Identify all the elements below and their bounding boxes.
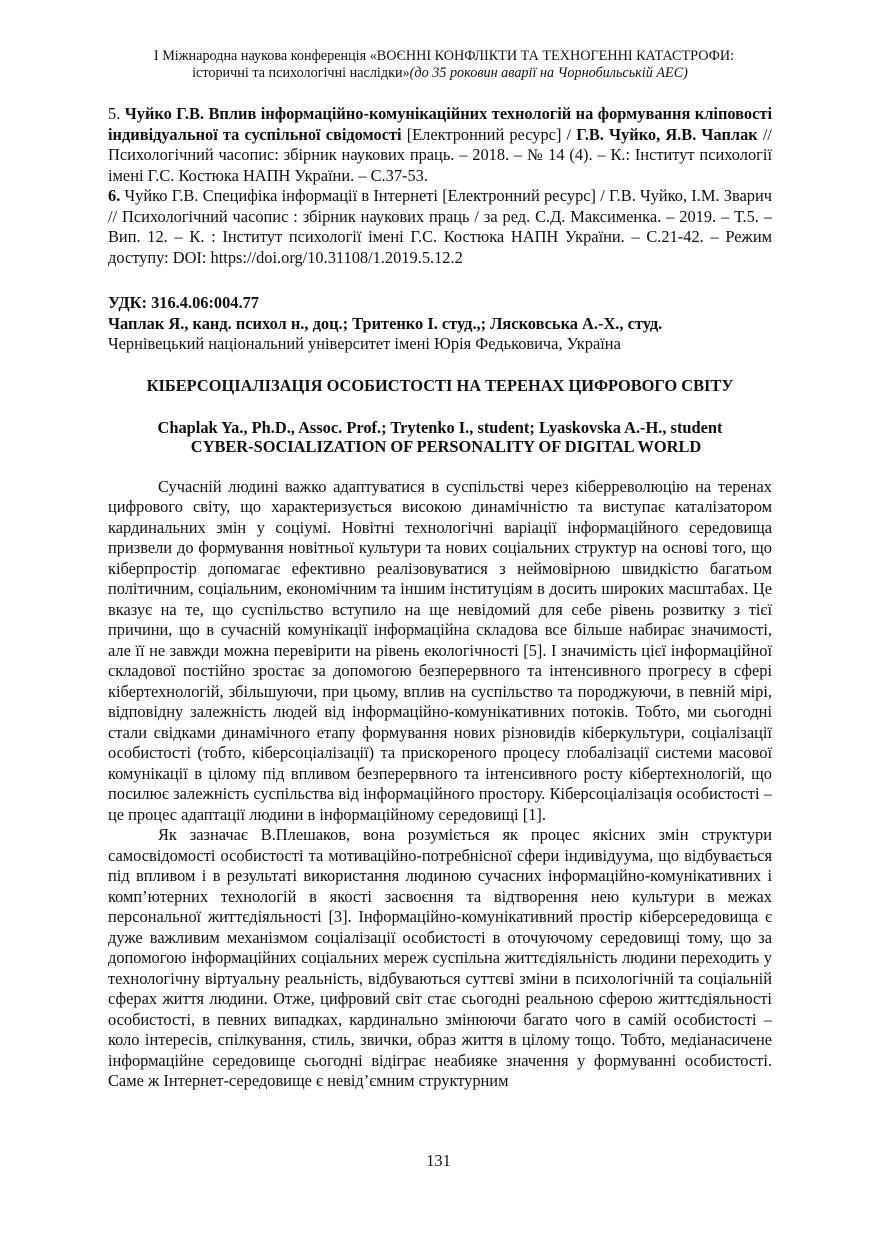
affiliation: Чернівецький національний університет імені Юрія Федьковича, Україна xyxy=(108,334,621,353)
article-title-ua: КІБЕРСОЦІАЛІЗАЦІЯ ОСОБИСТОСТІ НА ТЕРЕНАХ ЦИФРОВОГО СВІТУ xyxy=(146,375,734,395)
references-list xyxy=(108,104,772,268)
page-number: 131 xyxy=(426,1151,451,1170)
header-line-2-plain: історичні та психологічні наслідки» xyxy=(192,65,410,81)
article-title-en: CYBER-SOCIALIZATION OF PERSONALITY OF DIGITAL WORLD xyxy=(190,437,702,456)
reference-item xyxy=(108,104,772,186)
reference-item xyxy=(108,186,772,268)
article-body xyxy=(108,477,772,1092)
udk-code: УДК: 316.4.06:004.77 xyxy=(108,293,259,312)
conference-header xyxy=(108,48,772,82)
reference-number: 5. xyxy=(108,104,121,123)
reference-authors: Г.В. Чуйко, Я.В. Чаплак xyxy=(576,124,758,144)
reference-number: 6. xyxy=(108,186,121,205)
header-line-1: І Міжнародна наукова конференція «ВОЄННІ КОНФЛІКТИ ТА ТЕХНОГЕННІ КАТАСТРОФИ: xyxy=(153,48,735,64)
reference-details: // Психологічний часопис: збірник наукових праць. – 2018. – № 14 (4). – К.: Інститут психології імені Г.С. Костюка НАПН України. – С.37-53. xyxy=(108,124,772,185)
article-meta xyxy=(108,293,772,355)
header-line-2-italic: (до 35 роковин аварії на Чорнобильській АЕС) xyxy=(409,65,688,81)
body-paragraph: Як зазначає В.Плешаков, вона розуміється як процес якісних змін структури самосвідомості особистості та мотиваційно-потребнісної сфери індивідуума, що відбувається під впливом і в результаті використання людиною сучасних інформаційно-комунікативних і комп’ютерних технологій в якості засвоєння та відтворення нею культури в межах персональної життєдіяльності [3]. Інформаційно-комунікативний простір кіберсередовища є дуже важливим механізмом соціалізації особистості в оточуючому середовищі тому, що за допомогою інформаційних соціальних мереж суспільна життєдіяльність людини переходить у технологічну віртуальну реальність, відбуваються суттєві зміни в психологічній та соціальній сферах життя людини. Отже, цифровий світ стає сьогодні реальною сферою життєдіяльності особистості, в певних випадках, кардинально змінюючи багато чого в самій особистості – коло інтересів, спілкування, стиль, звички, образ життя в цілому тощо. Тобто, медіанасичене інформаційне середовище сьогодні відіграє неабияке значення у формуванні особистості. Саме ж Інтернет-середовище є невід’ємним структурним xyxy=(108,825,772,1090)
reference-resource: [Електронний ресурс] / xyxy=(401,124,577,144)
body-paragraph: Сучасній людині важко адаптуватися в суспільстві через кіберреволюцію на теренах цифрового світу, що характеризується високою динамічністю та виступає каталізатором кардинальних змін у соціумі. Новітні технологічні варіації інформаційного середовища призвели до формування новітньої культури та нових соціальних структур на основі того, що кіберпростір допомагає ефективно реалізовуватися з неймовірною швидкістю багатьом політичним, соціальним, економічним та іншим інституціям в досить широких масштабах. Це вказує на те, що суспільство вступило на ще невідомий для себе рівень розвитку з тієї причини, що в сучасній комунікації інформаційна складова все більше набирає значимості, але її не завжди можна перевірити на рівень екологічності [5]. І значимість цієї інформаційної складової постійно зростає за допомогою безперервного та інтенсивного прогресу в сфері кібертехнологій, збільшуючи, при цьому, вплив на суспільство та породжуючи, в певній мірі, відповідну залежність людей від інформаційно-комунікативних потоків. Тобто, ми сьогодні стали свідками динамічного етапу формування нових різновидів кіберкультури, соціалізації особистості (тобто, кіберсоціалізації) та прискореного процесу глобалізації системи масової комунікації в цілому під впливом безперервного та інтенсивного росту кібертехнологій, що посилює залежність суспільства від інформаційного простору. Кіберсоціалізація особистості – це процес адаптації людини в інформаційному середовищі [1]. xyxy=(108,476,772,824)
reference-title: Чуйко Г.В. Вплив інформаційно-комунікаційних технологій на формування кліповості індивідуальної та суспільної свідомості xyxy=(108,104,772,144)
authors-en: Chaplak Ya., Ph.D., Assoc. Prof.; Trytenko I., student; Lyaskovska A.-H., student xyxy=(157,417,723,437)
authors-ua: Чаплак Я., канд. психол н., доц.; Тритенко І. студ.,; Лясковська А.-Х., студ. xyxy=(108,313,663,333)
page xyxy=(108,48,772,1092)
header-line-2 xyxy=(108,65,772,82)
reference-text: Чуйко Г.В. Специфіка інформації в Інтернеті [Електронний ресурс] / Г.В. Чуйко, І.М. Зварич // Психологічний часопис : збірник наукових праць / за ред. С.Д. Максименка. – 2019. – Т.5. – Вип. 12. – К. : Інститут психології імені Г.С. Костюка НАПН України. – С.21-42. – Режим доступу: DOI: https://doi.org/10.31108/1.2019.5.12.2 xyxy=(108,186,772,267)
